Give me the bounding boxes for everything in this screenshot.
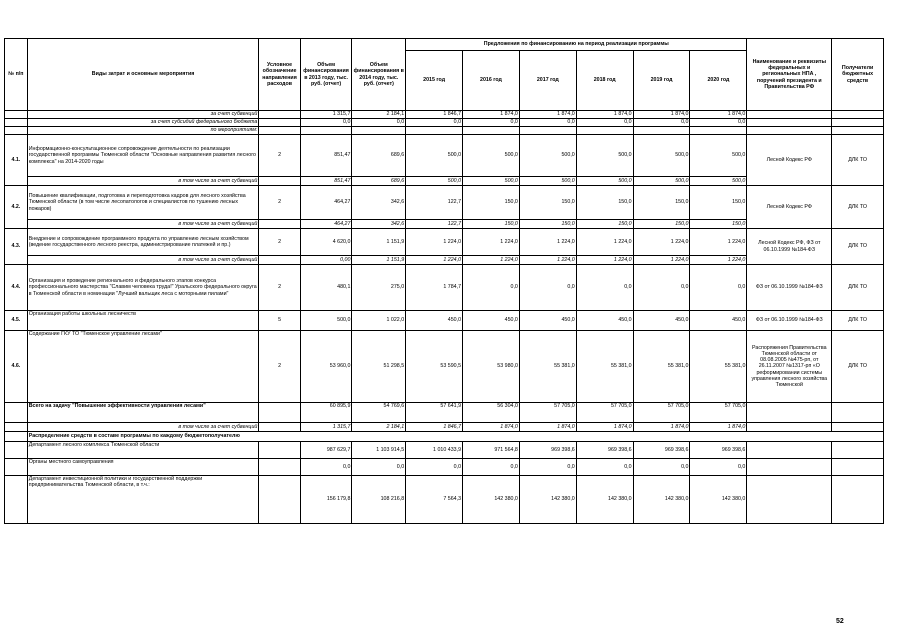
cell-year: 150,0 [633,186,690,220]
col-header-year: 2016 год [463,51,520,111]
cell-code: 2 [259,265,300,311]
cell-2014: 0,0 [352,459,406,476]
cell-year: 0,0 [690,459,747,476]
cell-2014: 54 769,6 [352,403,406,423]
table-row [5,432,884,442]
cell-code: 2 [259,135,300,177]
cell-year: 450,0 [463,311,520,331]
cell-year: 0,0 [406,119,463,127]
cell-code: 2 [259,229,300,256]
cell-year: 0,0 [690,265,747,311]
table-row [5,229,884,256]
cell-year: 57 705,0 [576,403,633,423]
cell-year: 1 874,0 [633,111,690,119]
cell-year: 142 380,0 [633,476,690,524]
cell-year: 122,7 [406,220,463,229]
cell-2013: 851,47 [300,135,352,177]
cell-year: 150,0 [690,186,747,220]
cell-2014: 689,6 [352,177,406,186]
cell-year: 1 224,0 [463,256,520,265]
row-number: 4.1. [5,135,28,186]
cell-2014: 1 151,9 [352,256,406,265]
cell-year: 1 224,0 [633,256,690,265]
col-header-kind: Виды затрат и основные мероприятия [27,39,259,111]
cell-year: 1 224,0 [406,256,463,265]
cell-2014: 689,6 [352,135,406,177]
table-row [5,265,884,311]
cell-year: 1 874,0 [463,423,520,432]
cell-2014: 1 022,0 [352,311,406,331]
cell-2013: 851,47 [300,177,352,186]
row-label: в том числе за счет субвенций [27,423,259,432]
table-row [5,403,884,423]
cell-year: 1 224,0 [519,256,576,265]
row-number: 4.2. [5,186,28,229]
cell-year: 1 846,7 [406,423,463,432]
cell-year: 1 874,0 [576,111,633,119]
cell-year: 0,0 [519,119,576,127]
cell-year: 500,0 [576,135,633,177]
cell-2014: 2 184,1 [352,423,406,432]
cell-year: 150,0 [463,186,520,220]
cell-year: 500,0 [633,177,690,186]
cell-year: 0,0 [690,119,747,127]
cell-year: 500,0 [576,177,633,186]
cell-year: 55 381,0 [633,331,690,403]
cell-year: 969 398,6 [576,442,633,459]
col-header-year: 2020 год [690,51,747,111]
cell-year: 142 380,0 [576,476,633,524]
cell-year: 500,0 [690,135,747,177]
program-funding-table [4,38,884,524]
cell-2013: 60 895,9 [300,403,352,423]
row-number: 4.4. [5,265,28,311]
cell-year: 1 224,0 [633,229,690,256]
cell-2014: 342,6 [352,220,406,229]
cell-year: 122,7 [406,186,463,220]
cell-year: 150,0 [633,220,690,229]
cell-2014: 1 103 914,5 [352,442,406,459]
cell-2013: 53 960,0 [300,331,352,403]
cell-year: 0,0 [406,459,463,476]
cell-year: 1 224,0 [406,229,463,256]
table-row [5,423,884,432]
cell-recipient: ДЛК ТО [832,135,884,186]
table-row [5,111,884,119]
col-header-num: № п/п [5,39,28,111]
cell-recipient: ДЛК ТО [832,186,884,229]
cell-year: 55 381,0 [690,331,747,403]
row-number: 4.5. [5,311,28,331]
cell-year: 0,0 [463,459,520,476]
row-number: 4.6. [5,331,28,403]
cell-year: 1 874,0 [690,111,747,119]
cell-year: 500,0 [463,135,520,177]
row-number: 4.3. [5,229,28,265]
cell-code: 2 [259,186,300,220]
cell-year: 1 224,0 [690,256,747,265]
cell-year: 55 381,0 [576,331,633,403]
cell-year: 1 874,0 [519,111,576,119]
cell-year: 1 010 433,9 [406,442,463,459]
cell-year: 1 874,0 [576,423,633,432]
table-row [5,311,884,331]
cell-2013: 987 629,7 [300,442,352,459]
cell-recipient: ДЛК ТО [832,229,884,265]
col-header-2013: Объем финансирования в 2013 году, тыс. руб. (отчет) [300,39,352,111]
cell-year: 57 641,9 [406,403,463,423]
col-header-year: 2019 год [633,51,690,111]
cell-year: 1 224,0 [576,229,633,256]
row-label: Департамент инвестиционной политики и государственной поддержки предпринимательства Тюменской области, в т.ч.: [27,476,259,524]
cell-npa: Лесной Кодекс РФ [747,186,832,229]
cell-year: 53 980,0 [463,331,520,403]
cell-year: 57 705,0 [519,403,576,423]
cell-npa: ФЗ от 06.10.1999 №184-ФЗ [747,311,832,331]
cell-recipient: ДЛК ТО [832,331,884,403]
col-header-proposals: Предложения по финансированию на период реализации программы [406,39,747,51]
cell-year: 969 398,6 [519,442,576,459]
row-text: Организация работы школьных лесничеств [27,311,259,331]
table-row [5,459,884,476]
col-header-year: 2017 год [519,51,576,111]
row-label: в том числе за счет субвенций [27,220,259,229]
cell-year: 1 874,0 [519,423,576,432]
row-label: за счет субвенций [27,111,259,119]
cell-2013: 4 620,0 [300,229,352,256]
section-heading: Распределение средств в составе программы по каждому бюджетополучателю [27,432,883,442]
cell-2014: 2 184,1 [352,111,406,119]
cell-year: 0,0 [463,265,520,311]
cell-2014: 51 298,5 [352,331,406,403]
col-header-year: 2018 год [576,51,633,111]
cell-year: 500,0 [519,135,576,177]
cell-year: 0,0 [576,119,633,127]
cell-year: 500,0 [519,177,576,186]
row-text: Повышение квалификации, подготовка и переподготовка кадров для лесного хозяйства Тюменской области (в том числе лесопатологов и специалистов по тушению лесных пожаров) [27,186,259,220]
cell-year: 57 705,0 [690,403,747,423]
row-label: по мероприятиям: [27,127,259,135]
cell-year: 1 784,7 [406,265,463,311]
cell-year: 1 224,0 [519,229,576,256]
cell-year: 1 224,0 [690,229,747,256]
cell-year: 57 705,0 [633,403,690,423]
table-row [5,135,884,177]
col-header-2014: Объем финансирования в 2014 году, тыс. руб. (отчет) [352,39,406,111]
cell-year: 0,0 [576,265,633,311]
cell-year: 150,0 [576,186,633,220]
cell-2014: 342,6 [352,186,406,220]
page-number: 52 [836,618,844,625]
col-header-year: 2015 год [406,51,463,111]
cell-npa: Распоряжения Правительства Тюменской области от 08.08.2005 №475-рп, от 26.11.2007 №1317-рп «О реформировании системы управления лесного хозяйства Тюменской [747,331,832,403]
cell-year: 500,0 [690,177,747,186]
cell-2013: 156 179,8 [300,476,352,524]
cell-year: 1 874,0 [633,423,690,432]
cell-year: 55 381,0 [519,331,576,403]
cell-year: 56 304,0 [463,403,520,423]
cell-year: 500,0 [463,177,520,186]
cell-year: 150,0 [519,220,576,229]
cell-year: 450,0 [576,311,633,331]
cell-year: 0,0 [463,119,520,127]
cell-2013: 1 315,7 [300,423,352,432]
cell-year: 1 846,7 [406,111,463,119]
cell-2014: 108 216,8 [352,476,406,524]
cell-year: 142 380,0 [519,476,576,524]
cell-2013: 480,1 [300,265,352,311]
cell-year: 150,0 [576,220,633,229]
row-label: за счет субсидий федерального бюджета [27,119,259,127]
cell-2014: 1 151,9 [352,229,406,256]
cell-2013: 500,0 [300,311,352,331]
cell-year: 1 874,0 [463,111,520,119]
cell-year: 0,0 [576,459,633,476]
table-row [5,119,884,127]
cell-year: 1 874,0 [690,423,747,432]
cell-2014: 275,0 [352,265,406,311]
cell-year: 150,0 [519,186,576,220]
cell-year: 0,0 [519,459,576,476]
col-header-npa: Наименование и реквизиты федеральных и региональных НПА , поручений президента и Правительства РФ [747,39,832,111]
cell-2013: 464,27 [300,186,352,220]
cell-recipient: ДЛК ТО [832,311,884,331]
cell-year: 0,0 [519,265,576,311]
row-text: Внедрение и сопровождение программного продукта по управлению лесным хозяйством (ведение государственного лесного реестра, администрирование платежей и пр.) [27,229,259,256]
table-row [5,331,884,403]
col-header-code: Условное обозначение направления расходов [259,39,300,111]
cell-npa: Лесной Кодекс РФ, ФЗ от 06.10.1999 №184-ФЗ [747,229,832,265]
cell-code: 2 [259,331,300,403]
cell-code: 5 [259,311,300,331]
row-text: Содержание ГКУ ТО "Тюменское управление лесами" [27,331,259,403]
cell-year: 150,0 [463,220,520,229]
cell-year: 150,0 [690,220,747,229]
cell-year: 0,0 [633,119,690,127]
cell-year: 142 380,0 [690,476,747,524]
row-text: Информационно-консультационное сопровождение деятельности по реализации государственной программы Тюменской области "Основные направления развития лесного комплекса" на 2014-2020 годы [27,135,259,177]
cell-recipient: ДЛК ТО [832,265,884,311]
cell-year: 450,0 [633,311,690,331]
cell-year: 0,0 [633,459,690,476]
cell-2013: 464,27 [300,220,352,229]
cell-year: 53 590,5 [406,331,463,403]
cell-2013: 0,0 [300,119,352,127]
row-label: в том числе за счет субвенций [27,177,259,186]
cell-year: 969 398,6 [633,442,690,459]
cell-year: 1 224,0 [463,229,520,256]
cell-year: 500,0 [406,177,463,186]
cell-year: 142 380,0 [463,476,520,524]
cell-npa: Лесной Кодекс РФ [747,135,832,186]
cell-year: 500,0 [406,135,463,177]
row-text: Организация и проведение регионального и федерального этапов конкурса профессионального мастерства "Славим человека труда!" Уральского федерального округа в Тюменской области в номинации "Лучший вальщик леса с моторными пилами" [27,265,259,311]
cell-year: 969 398,6 [690,442,747,459]
cell-year: 0,0 [633,265,690,311]
cell-npa: ФЗ от 06.10.1999 №184-ФЗ [747,265,832,311]
cell-year: 1 224,0 [576,256,633,265]
cell-year: 450,0 [406,311,463,331]
row-label: Департамент лесного комплекса Тюменской области [27,442,259,459]
cell-year: 7 564,3 [406,476,463,524]
row-label: Органы местного самоуправления [27,459,259,476]
table-row [5,476,884,524]
cell-2013: 0,0 [300,459,352,476]
cell-year: 450,0 [690,311,747,331]
row-label: в том числе за счет субвенций [27,256,259,265]
col-header-recipients: Получатели бюджетных средств [832,39,884,111]
cell-2014: 0,0 [352,119,406,127]
cell-year: 971 564,8 [463,442,520,459]
table-row [5,186,884,220]
cell-2013: 1 315,7 [300,111,352,119]
table-row [5,442,884,459]
cell-year: 450,0 [519,311,576,331]
row-label: Всего на задачу "Повышение эффективности управления лесами" [27,403,259,423]
cell-year: 500,0 [633,135,690,177]
table-row [5,127,884,135]
cell-2013: 0,00 [300,256,352,265]
